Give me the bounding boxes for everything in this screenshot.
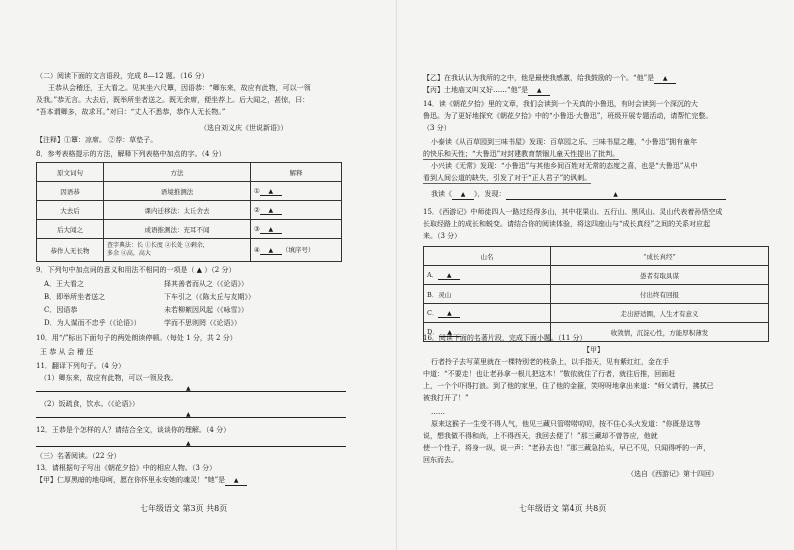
example-line: 的快乐和天性；“大鲁迅”对封建教育禁锢儿童天性提出了批判。: [423, 150, 620, 158]
answer-cell[interactable]: D． ▲: [424, 323, 551, 342]
q13-item-b: 【乙】在我认认为我所的之中，他是最使我感激，给我鼓励的一个。“他”是 ▲: [423, 74, 676, 84]
answer-blank[interactable]: ▲: [438, 272, 460, 280]
question-12: 12．王恭是个怎样的人？请结合全文，谈谈你的理解。（4 分）: [36, 426, 231, 434]
passage-line: “吾本谓卿多，故求耳。”对曰：“丈人不悉恭，恭作人无长物。”: [36, 108, 226, 116]
answer-cell[interactable]: A． ▲: [424, 266, 551, 285]
answer-blank[interactable]: ▲: [225, 476, 247, 486]
answer-blank[interactable]: ▲: [260, 226, 282, 234]
table-cell: 走出舒适圈，人生才有意义: [551, 304, 769, 323]
table-row: [424, 266, 769, 285]
q14-answer-row: 我读《 ▲ 》，发现： ▲: [431, 190, 726, 200]
passage-line: 王恭从会稽还，王大看之。见其坐六尺簟，因语恭：“卿东来，故应有此物，可以一领: [48, 84, 311, 92]
answer-blank[interactable]: ▲: [452, 190, 474, 200]
question-8: 8．参考表格提示的方法，解释下列表格中加点的字。（4 分）: [36, 150, 226, 158]
table-header: 山名: [424, 247, 551, 266]
q13-item-a: 【甲】仁厚黑暗的地母呵，愿在你怀里永安她的魂灵！“她”是 ▲: [36, 476, 247, 486]
table-row: [37, 201, 342, 220]
question-10: 10．用“/”标出下面句子的两处朗读停顿。（每处 1 分，共 2 分）: [36, 334, 237, 342]
example-line: 看到人间公道的缺失，引发了对于“正人君子”的讽刺。: [423, 174, 592, 182]
q10-sentence: 王 恭 从 会 稽 还: [40, 348, 94, 356]
table-row: [424, 304, 769, 323]
q11-item-2: （2）饭疏食，饮水。（《论语》）: [40, 400, 139, 408]
table-cell: 付出终有回报: [551, 285, 769, 304]
answer-cell[interactable]: ① ▲: [251, 182, 342, 201]
answer-blank[interactable]: ▲: [260, 188, 282, 196]
answer-marker: ▲: [186, 411, 191, 418]
question-13: 13．请根据句子写出《朝花夕拾》中的相应人物。（3 分）: [36, 464, 217, 472]
table-cell: 收敛情，沉淀心性，方能厚积薄发: [551, 323, 769, 342]
answer-blank[interactable]: ▲: [260, 247, 282, 255]
table-row: [424, 285, 769, 304]
table-header: “成长真经”: [551, 247, 769, 266]
question-9: 9．下列句中加点词的意义和用法不相同的一项是（ ▲ ）（2 分）: [36, 266, 236, 274]
table-cell: 大去后: [37, 201, 104, 220]
option-b: B．即举所坐者送之: [44, 293, 106, 301]
table-row: [37, 220, 342, 239]
question-14: 鲁迅。为了更好地探究《朝花夕拾》中的“小鲁迅·大鲁迅”，班级开展专题活动，请帮忙完整。: [423, 112, 713, 120]
answer-marker: ▲: [186, 385, 191, 392]
table-header-row: [424, 247, 769, 266]
answer-blank[interactable]: ▲: [438, 310, 460, 318]
excerpt-line: 被我打开了！”: [423, 394, 469, 402]
table-header-row: [37, 163, 342, 182]
example-line: 小泰读《从百草园到三味书屋》发现：百草园之乐、三味书屋之趣，“小鲁迅”拥有童年: [431, 138, 698, 146]
example-line: 小兴读《无常》发现：“小鲁迅”与其他乡间百姓对无常的态度之喜，也是“大鲁迅”从中: [431, 162, 698, 170]
table-header: 方法: [104, 163, 251, 182]
option-c-text: 未若柳絮因风起（《咏雪》）: [164, 306, 248, 314]
question-11: 11．翻译下列句子。（4 分）: [36, 362, 126, 370]
answer-cell[interactable]: C． ▲: [424, 304, 551, 323]
table-cell: 恭作人无长物: [37, 239, 104, 262]
section-title: （三）名著阅读。（22 分）: [36, 452, 121, 460]
q13-item-c: 【丙】土地庙又叫又好……“他”是 ▲: [423, 86, 550, 96]
answer-cell[interactable]: ④ ▲ （填序号）: [251, 239, 342, 262]
option-a: A．王大看之: [44, 280, 85, 288]
q11-item-1: （1）卿东来，故应有此物，可以一领及我。: [40, 374, 178, 382]
answer-blank[interactable]: ▲: [528, 86, 550, 96]
option-c: C．因语恭: [44, 306, 78, 314]
table-cell: 愚者有取具谋: [551, 266, 769, 285]
excerpt-label: 【甲】: [583, 346, 604, 354]
passage-source: （选自刘义庆《世说新语》）: [200, 124, 288, 132]
q15-table: [423, 246, 769, 342]
answer-cell[interactable]: ② ▲: [251, 201, 342, 220]
page-footer: 七年级语文 第4页 共8页: [519, 504, 607, 513]
ellipsis: ……: [431, 408, 445, 416]
answer-line[interactable]: [36, 391, 346, 392]
question-15: 长取经路上的成长和蜕变。请结合你的阅读体验，将这四座山与“成长真经”之间的关系对应起: [423, 220, 711, 228]
answer-cell[interactable]: ③ ▲: [251, 220, 342, 239]
excerpt-line: 原来这猴子一生受不得人气，他见三藏只管唠唠叨叨，按不住心头火发道：“你既是这等: [431, 420, 701, 428]
answer-blank[interactable]: ▲: [260, 207, 282, 215]
answer-line[interactable]: [36, 417, 346, 418]
table-cell: 成语推测法：充耳不闻: [104, 220, 251, 239]
table-header: 原文词句: [37, 163, 104, 182]
question-15: 15．《西游记》中师徒四人一路过经得多山，其中花果山、五行山、黑风山、灵山代表着孙悟空成: [423, 208, 723, 216]
option-a-text: 择其善者而从之（《论语》）: [164, 280, 248, 288]
page-footer: 七年级语文 第3页 共8页: [140, 504, 228, 513]
table-cell: B．灵山: [424, 285, 551, 304]
excerpt-line: 说，想我做不得和尚，上不得西天，我回去便了！”那三藏却不曾答应，他就: [423, 432, 658, 440]
excerpt-line: 行者拎子去写菜里就在一棵特别老的枝条上，以手指天，见有紫红红，金在手: [431, 358, 669, 366]
option-b-text: 下车引之（《陈太丘与友期》）: [164, 293, 255, 301]
table-cell: 因语恭: [37, 182, 104, 201]
answer-marker: ▲: [186, 440, 191, 447]
excerpt-line: 中道：“不要走！也让老孙拿一根儿把这木！”敬依就住了行者，就往后推，回面赶: [423, 370, 676, 378]
passage-line: 及我。”恭无言。大去后，既举所坐者送之。既无余席，便坐荐上。后大闻之，甚惊，曰：: [36, 96, 310, 104]
option-d-text: 学而不思则罔（《论语》）: [164, 319, 241, 327]
annotation-note: 【注释】①簟：凉席。 ②荐：草垫子。: [36, 136, 158, 144]
question-14: 14．读《朝花夕拾》里的文章，我们会读到一个天真的小鲁迅，有时会读到一个深沉的大: [423, 100, 698, 108]
question-16: 16．阅读下面的名著片段，完成下面小题。（11 分）: [423, 334, 587, 342]
table-cell: 课内迁移法：太丘舍去: [104, 201, 251, 220]
section-title: （二）阅读下面的文言语段，完成 8—12 题。（16 分）: [36, 72, 209, 80]
table-row: [37, 239, 342, 262]
question-14: （3 分）: [423, 124, 451, 132]
table-cell: 语境推测法: [104, 182, 251, 201]
table-cell: 查字典法：长 ①长度 ②长处 ③剩余， 多余 ④高，高大: [104, 239, 251, 262]
table-row: [37, 182, 342, 201]
table-cell: 后大闻之: [37, 220, 104, 239]
excerpt-source: （选自《西游记》第十四回）: [627, 470, 718, 478]
excerpt-line: 使一个性子，将身一纵，说一声：“老孙去也！”那三藏急抬头，早已不见，只闻得呼的一声，: [423, 444, 711, 452]
question-15: 来。（3 分）: [423, 232, 462, 240]
table-header: 解释: [251, 163, 342, 182]
answer-blank[interactable]: ▲: [506, 190, 726, 200]
answer-line[interactable]: [36, 446, 346, 447]
q8-table: [36, 162, 342, 262]
right-page: [397, 0, 794, 550]
answer-blank[interactable]: ▲: [439, 329, 461, 337]
excerpt-line: 回东而去。: [423, 456, 458, 464]
answer-blank[interactable]: ▲: [654, 74, 676, 84]
option-d: D．为人谋而不忠乎（《论语》）: [44, 319, 141, 327]
excerpt-line: 上，一个个吓得打浪。到了他的家里，住了他的金箍，笑呀呀地拿出来道：“师父请行，拂拭已: [423, 382, 714, 390]
